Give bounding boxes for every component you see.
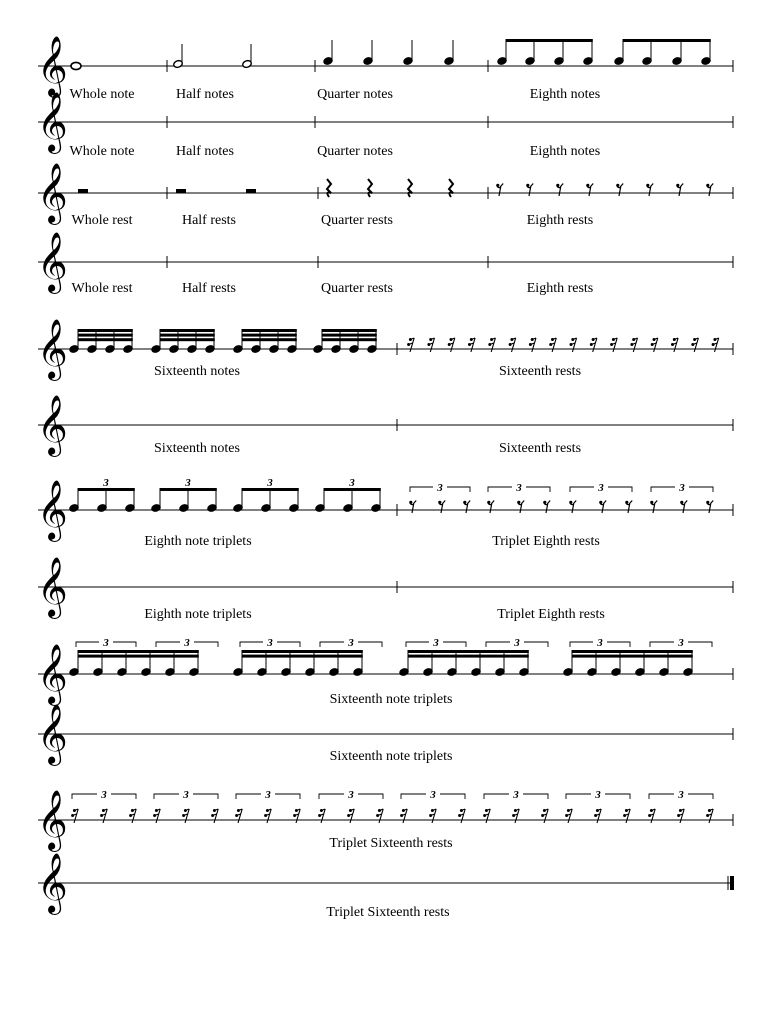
tuplet-number: 3: [348, 789, 354, 801]
tuplet-number: 3: [348, 637, 354, 649]
beam: [160, 329, 215, 332]
sixteenth-rest: [376, 809, 383, 823]
tuplet-bracket: [649, 789, 713, 801]
beam: [242, 650, 363, 653]
tuplet-number: 3: [513, 789, 519, 801]
tuplet-number: 3: [103, 477, 109, 489]
section-label: Triplet Eighth rests: [492, 534, 600, 549]
eighth-rest-dot: [496, 184, 499, 187]
sixteenth-rest: [549, 338, 556, 352]
sixteenth-rest: [630, 338, 637, 352]
beam: [572, 650, 693, 653]
eighth-rest-dot: [625, 501, 628, 504]
sixteenth-rest: [623, 809, 630, 823]
section-label: Quarter notes: [317, 87, 393, 102]
sixteenth-rest: [691, 338, 698, 352]
sixteenth-triplet-group: [69, 650, 199, 677]
sixteenth-rest: [318, 809, 325, 823]
tuplet-bracket: [484, 789, 548, 801]
eighth-rest-dot: [517, 501, 520, 504]
tuplet-bracket: [240, 637, 300, 649]
tuplet-number: 3: [679, 482, 685, 494]
sixteenth-rest: [407, 338, 414, 352]
section-label: Whole rest: [71, 213, 133, 228]
staff-system-eighth-triplets-blank: [37, 557, 733, 622]
section-label: Eighth rests: [526, 281, 594, 296]
music-content: [69, 477, 713, 513]
sixteenth-note-group: [69, 329, 133, 354]
section-label: Quarter rests: [321, 281, 393, 296]
sixteenth-rest: [211, 809, 218, 823]
sixteenth-rest: [71, 809, 78, 823]
staff-system-notes-1: [37, 36, 733, 102]
sixteenth-rest: [293, 809, 300, 823]
section-label: Quarter rests: [321, 213, 393, 228]
eighth-triplet-group: [151, 488, 217, 513]
section-label: Eighth notes: [529, 144, 601, 159]
tuplet-bracket: [154, 789, 218, 801]
sixteenth-rest: [427, 338, 434, 352]
treble-clef-icon: 𝄞: [37, 92, 68, 152]
section-label: Eighth notes: [529, 87, 601, 102]
tuplet-bracket: [320, 637, 382, 649]
eighth-rest-dot: [616, 184, 619, 187]
eighth-rest-dot: [463, 501, 466, 504]
section-label: Eighth note triplets: [144, 607, 252, 622]
sixteenth-rest: [706, 809, 713, 823]
tuplet-bracket: [650, 637, 712, 649]
sixteenth-note-group: [151, 329, 215, 354]
section-label: Sixteenth rests: [498, 364, 582, 379]
sixteenth-triplet-group: [399, 650, 529, 677]
tuplet-number: 3: [265, 789, 271, 801]
eighth-rest-dot: [706, 184, 709, 187]
beam: [78, 655, 199, 658]
beam: [408, 655, 529, 658]
sixteenth-rest: [182, 809, 189, 823]
tuplet-number: 3: [184, 637, 190, 649]
sixteenth-rest: [648, 809, 655, 823]
sixteenth-rest: [590, 338, 597, 352]
staff-system-notes-1-blank: [37, 92, 733, 159]
treble-clef-icon: 𝄞: [37, 790, 68, 850]
staff-system-sixteenths: [37, 319, 733, 381]
sixteenth-rest: [512, 809, 519, 823]
section-label: Triplet Sixteenth rests: [326, 905, 450, 920]
eighth-triplet-group: [69, 488, 135, 513]
treble-clef-icon: 𝄞: [37, 319, 68, 379]
section-label: Whole rest: [71, 281, 133, 296]
sixteenth-rest: [594, 809, 601, 823]
treble-clef-icon: 𝄞: [37, 163, 68, 223]
sixteenth-rest: [429, 809, 436, 823]
tuplet-bracket: [401, 789, 465, 801]
tuplet-bracket: [236, 789, 300, 801]
beam: [322, 334, 377, 337]
tuplet-number: 3: [183, 789, 189, 801]
sixteenth-triplet-group: [233, 650, 363, 677]
eighth-rest-dot: [646, 184, 649, 187]
section-label: Eighth rests: [526, 213, 594, 228]
treble-clef-icon: 𝄞: [37, 36, 68, 96]
staff-system-sixteenth-triplet-rests-blank: [37, 853, 734, 920]
tuplet-bracket: [406, 637, 466, 649]
tuplet-number: 3: [514, 637, 520, 649]
sixteenth-rest: [712, 338, 719, 352]
staff-system-sixteenths-blank: [37, 395, 733, 457]
beam: [78, 650, 199, 653]
tuplet-number: 3: [598, 482, 604, 494]
beam: [322, 329, 377, 332]
tuplet-bracket: [570, 637, 630, 649]
sixteenth-rest: [529, 338, 536, 352]
half-rest: [176, 189, 186, 193]
sixteenth-rest: [129, 809, 136, 823]
quarter-rest: [368, 179, 372, 197]
eighth-rest-dot: [650, 501, 653, 504]
tuplet-number: 3: [267, 637, 273, 649]
section-label: Half notes: [176, 144, 234, 159]
tuplet-bracket: [566, 789, 630, 801]
whole-note: [71, 62, 81, 69]
sixteenth-rest: [509, 338, 516, 352]
music-content: [69, 637, 712, 677]
staff-system-sixteenth-triplet-rests: [37, 789, 733, 852]
section-label: Sixteenth notes: [154, 441, 240, 456]
whole-rest: [78, 189, 88, 193]
sixteenth-rest: [677, 809, 684, 823]
section-label: Sixteenth notes: [154, 364, 240, 379]
sixteenth-rest: [671, 338, 678, 352]
section-label: Sixteenth note triplets: [329, 692, 453, 707]
eighth-rest-dot: [556, 184, 559, 187]
staff-system-sixteenth-triplets-blank: [37, 704, 733, 766]
beam: [408, 650, 529, 653]
half-rest: [246, 189, 256, 193]
beam: [242, 655, 363, 658]
eighth-rest-dot: [680, 501, 683, 504]
sixteenth-note-group: [233, 329, 297, 354]
section-label: Whole note: [69, 87, 135, 102]
tuplet-number: 3: [437, 482, 443, 494]
section-label: Half rests: [181, 213, 237, 228]
beam: [78, 338, 133, 341]
sixteenth-rest: [400, 809, 407, 823]
tuplet-number: 3: [433, 637, 439, 649]
eighth-rest-dot: [586, 184, 589, 187]
treble-clef-icon: 𝄞: [37, 557, 68, 617]
section-label: Quarter notes: [317, 144, 393, 159]
tuplet-number: 3: [430, 789, 436, 801]
treble-clef-icon: 𝄞: [37, 704, 68, 764]
music-content: [78, 179, 713, 197]
sixteenth-rest: [235, 809, 242, 823]
tuplet-bracket: [72, 789, 136, 801]
beam: [623, 39, 711, 42]
sixteenth-rest: [347, 809, 354, 823]
tuplet-number: 3: [185, 477, 191, 489]
tuplet-number: 3: [267, 477, 273, 489]
section-label: Whole note: [69, 144, 135, 159]
sixteenth-rest: [153, 809, 160, 823]
tuplet-bracket: [651, 482, 713, 494]
tuplet-number: 3: [349, 477, 355, 489]
treble-clef-icon: 𝄞: [37, 395, 68, 455]
eighth-rest-dot: [706, 501, 709, 504]
tuplet-bracket: [486, 637, 548, 649]
staff-system-rests-1-blank: [37, 232, 733, 296]
treble-clef-icon: 𝄞: [37, 232, 68, 292]
sixteenth-rest: [488, 338, 495, 352]
quarter-rest: [449, 179, 453, 197]
beam: [160, 334, 215, 337]
tuplet-number: 3: [101, 789, 107, 801]
section-label: Half notes: [176, 87, 234, 102]
tuplet-bracket: [488, 482, 550, 494]
treble-clef-icon: 𝄞: [37, 644, 68, 704]
staff-system-eighth-triplets: [37, 477, 733, 549]
beam: [242, 338, 297, 341]
sixteenth-rest: [610, 338, 617, 352]
sixteenth-rest: [448, 338, 455, 352]
section-label: Triplet Sixteenth rests: [329, 836, 453, 851]
sixteenth-rest: [468, 338, 475, 352]
sixteenth-rest: [651, 338, 658, 352]
treble-clef-icon: 𝄞: [37, 480, 68, 540]
beam: [242, 329, 297, 332]
eighth-rest-dot: [409, 501, 412, 504]
sixteenth-note-group: [313, 329, 377, 354]
final-barline-thick: [730, 876, 734, 890]
sixteenth-rest: [458, 809, 465, 823]
eighth-note-group: [497, 39, 593, 66]
sixteenth-rest: [100, 809, 107, 823]
quarter-rest: [327, 179, 331, 197]
staff-system-rests-1: [37, 163, 733, 228]
sixteenth-rest: [565, 809, 572, 823]
eighth-rest-dot: [676, 184, 679, 187]
eighth-rest-dot: [438, 501, 441, 504]
music-content: [69, 329, 719, 354]
eighth-rest-dot: [526, 184, 529, 187]
staff-system-sixteenth-triplets: [37, 637, 733, 707]
eighth-triplet-group: [233, 488, 299, 513]
eighth-rest-dot: [599, 501, 602, 504]
section-label: Sixteenth note triplets: [329, 749, 453, 764]
eighth-triplet-group: [315, 488, 381, 513]
sixteenth-rest: [264, 809, 271, 823]
eighth-rest-dot: [487, 501, 490, 504]
tuplet-number: 3: [678, 637, 684, 649]
beam: [78, 329, 133, 332]
quarter-rest: [408, 179, 412, 197]
sixteenth-rest: [541, 809, 548, 823]
section-label: Triplet Eighth rests: [497, 607, 605, 622]
section-label: Half rests: [181, 281, 237, 296]
music-content: [71, 789, 713, 823]
tuplet-number: 3: [516, 482, 522, 494]
sixteenth-rest: [483, 809, 490, 823]
treble-clef-icon: 𝄞: [37, 853, 68, 913]
eighth-rest-dot: [569, 501, 572, 504]
section-label: Sixteenth rests: [498, 441, 582, 456]
tuplet-bracket: [570, 482, 632, 494]
tuplet-bracket: [319, 789, 383, 801]
tuplet-number: 3: [103, 637, 109, 649]
beam: [572, 655, 693, 658]
beam: [506, 39, 593, 42]
beam: [242, 334, 297, 337]
section-label: Eighth note triplets: [144, 534, 252, 549]
tuplet-number: 3: [678, 789, 684, 801]
sixteenth-rest: [570, 338, 577, 352]
tuplet-number: 3: [597, 637, 603, 649]
tuplet-bracket: [156, 637, 218, 649]
tuplet-bracket: [76, 637, 136, 649]
beam: [78, 334, 133, 337]
beam: [160, 338, 215, 341]
tuplet-bracket: [410, 482, 470, 494]
eighth-rest-dot: [543, 501, 546, 504]
eighth-note-group: [614, 39, 711, 66]
tuplet-number: 3: [595, 789, 601, 801]
beam: [322, 338, 377, 341]
sixteenth-triplet-group: [563, 650, 693, 677]
